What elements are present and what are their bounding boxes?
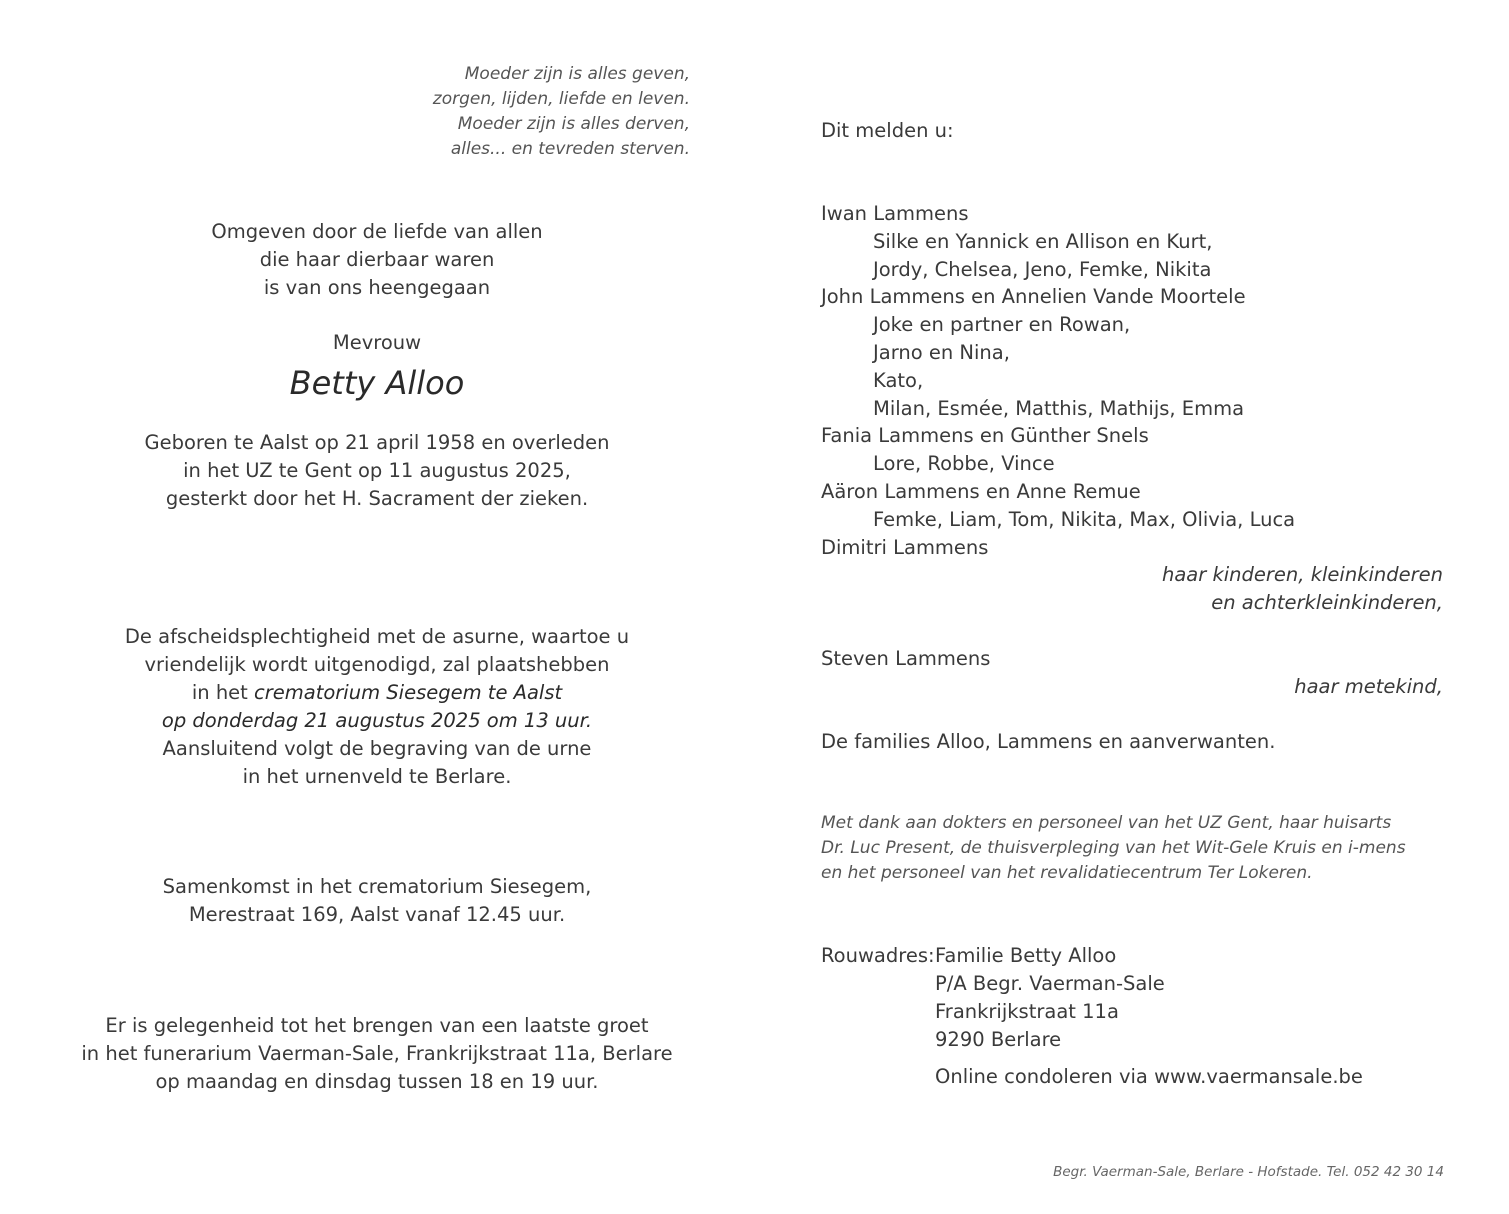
- ceremony-line: De afscheidsplechtigheid met de asurne, waartoe u: [124, 625, 630, 648]
- announce-text: Dit melden u:: [821, 119, 954, 142]
- gathering-line: Merestraat 169, Aalst vanaf 12.45 uur.: [188, 903, 566, 926]
- family-member: Dimitri Lammens: [821, 535, 989, 559]
- family-member: Silke en Yannick en Allison en Kurt,: [873, 229, 1213, 253]
- ceremony-line: [77, 679, 677, 707]
- children-role: en achterkleinkinderen,: [1211, 591, 1443, 615]
- family-member: Joke en partner en Rowan,: [873, 313, 1131, 337]
- deceased-name: Betty Alloo: [289, 364, 465, 402]
- deceased-title: Mevrouw: [332, 331, 422, 354]
- ceremony-prefix: in het: [191, 681, 255, 704]
- intro-line: die haar dierbaar waren: [259, 248, 495, 271]
- family-member: Lore, Robbe, Vince: [873, 452, 1055, 476]
- address-line: P/A Begr. Vaerman-Sale: [935, 972, 1165, 995]
- thanks-line: en het personeel van het revalidatiecentrum Ter Lokeren.: [821, 863, 1313, 883]
- birth-line: gesterkt door het H. Sacrament der zieken.: [165, 487, 589, 510]
- family-member: Femke, Liam, Tom, Nikita, Max, Olivia, Luca: [873, 507, 1296, 531]
- intro-line: Omgeven door de liefde van allen: [211, 220, 543, 243]
- poem-line: Moeder zijn is alles derven,: [457, 114, 690, 134]
- mourning-address: [821, 942, 1165, 1054]
- family-list: [821, 200, 1443, 617]
- birth-info: [77, 429, 677, 513]
- ceremony-line: Aansluitend volgt de begraving van de urne: [162, 737, 592, 760]
- family-member: Fania Lammens en Günther Snels: [821, 424, 1149, 448]
- family-member: Jarno en Nina,: [873, 340, 1010, 364]
- poem-line: alles... en tevreden sterven.: [450, 139, 690, 159]
- poem-line: zorgen, lijden, liefde en leven.: [432, 89, 690, 109]
- thanks-line: Met dank aan dokters en personeel van het UZ Gent, haar huisarts: [821, 813, 1392, 833]
- thanks-note: [821, 811, 1406, 886]
- family-member: Kato,: [873, 368, 924, 392]
- visitation-line: op maandag en dinsdag tussen 18 en 19 uur.: [155, 1070, 599, 1093]
- birth-line: in het UZ te Gent op 11 augustus 2025,: [183, 459, 571, 482]
- address-line: 9290 Berlare: [935, 1028, 1062, 1051]
- gathering-line: Samenkomst in het crematorium Siesegem,: [162, 875, 592, 898]
- family-member: Iwan Lammens: [821, 202, 969, 225]
- stepchild: Steven Lammens: [821, 647, 991, 670]
- family-member: John Lammens en Annelien Vande Moortele: [821, 285, 1246, 309]
- poem-line: Moeder zijn is alles geven,: [464, 64, 690, 84]
- thanks-line: Dr. Luc Present, de thuisverpleging van het Wit-Gele Kruis en i-mens: [821, 838, 1406, 858]
- address-label: Rouwadres:: [821, 944, 935, 967]
- intro-line: is van ons heengegaan: [263, 276, 491, 299]
- ceremony-info: [77, 623, 677, 791]
- family-member: Jordy, Chelsea, Jeno, Femke, Nikita: [873, 257, 1212, 281]
- stepchild-role: haar metekind,: [1294, 675, 1443, 698]
- family-member: Milan, Esmée, Matthis, Mathijs, Emma: [873, 396, 1245, 420]
- ceremony-location: crematorium Siesegem te Aalst: [254, 681, 563, 704]
- address-line: Frankrijkstraat 11a: [935, 1000, 1119, 1023]
- children-role: haar kinderen, kleinkinderen: [1162, 563, 1443, 587]
- gathering-info: [77, 873, 677, 929]
- ceremony-line: in het urnenveld te Berlare.: [242, 765, 512, 788]
- ceremony-line: vriendelijk wordt uitgenodigd, zal plaatshebben: [144, 653, 610, 676]
- intro: [77, 218, 677, 302]
- address-line: Familie Betty Alloo: [935, 944, 1117, 967]
- visitation-line: Er is gelegenheid tot het brengen van een laatste groet: [105, 1014, 649, 1037]
- visitation-line: in het funerarium Vaerman-Sale, Frankrijkstraat 11a, Berlare: [81, 1042, 673, 1065]
- online-condolence: Online condoleren via www.vaermansale.be: [935, 1065, 1363, 1088]
- ceremony-date: op donderdag 21 augustus 2025 om 13 uur.: [161, 709, 593, 732]
- visitation-info: [77, 1012, 677, 1096]
- family-member: Aäron Lammens en Anne Remue: [821, 479, 1141, 503]
- birth-line: Geboren te Aalst op 21 april 1958 en overleden: [144, 431, 610, 454]
- poem: [380, 62, 690, 162]
- families-line: De families Alloo, Lammens en aanverwanten.: [821, 730, 1276, 753]
- footer-credit: Begr. Vaerman-Sale, Berlare - Hofstade. Tel. 052 42 30 14: [1053, 1164, 1444, 1180]
